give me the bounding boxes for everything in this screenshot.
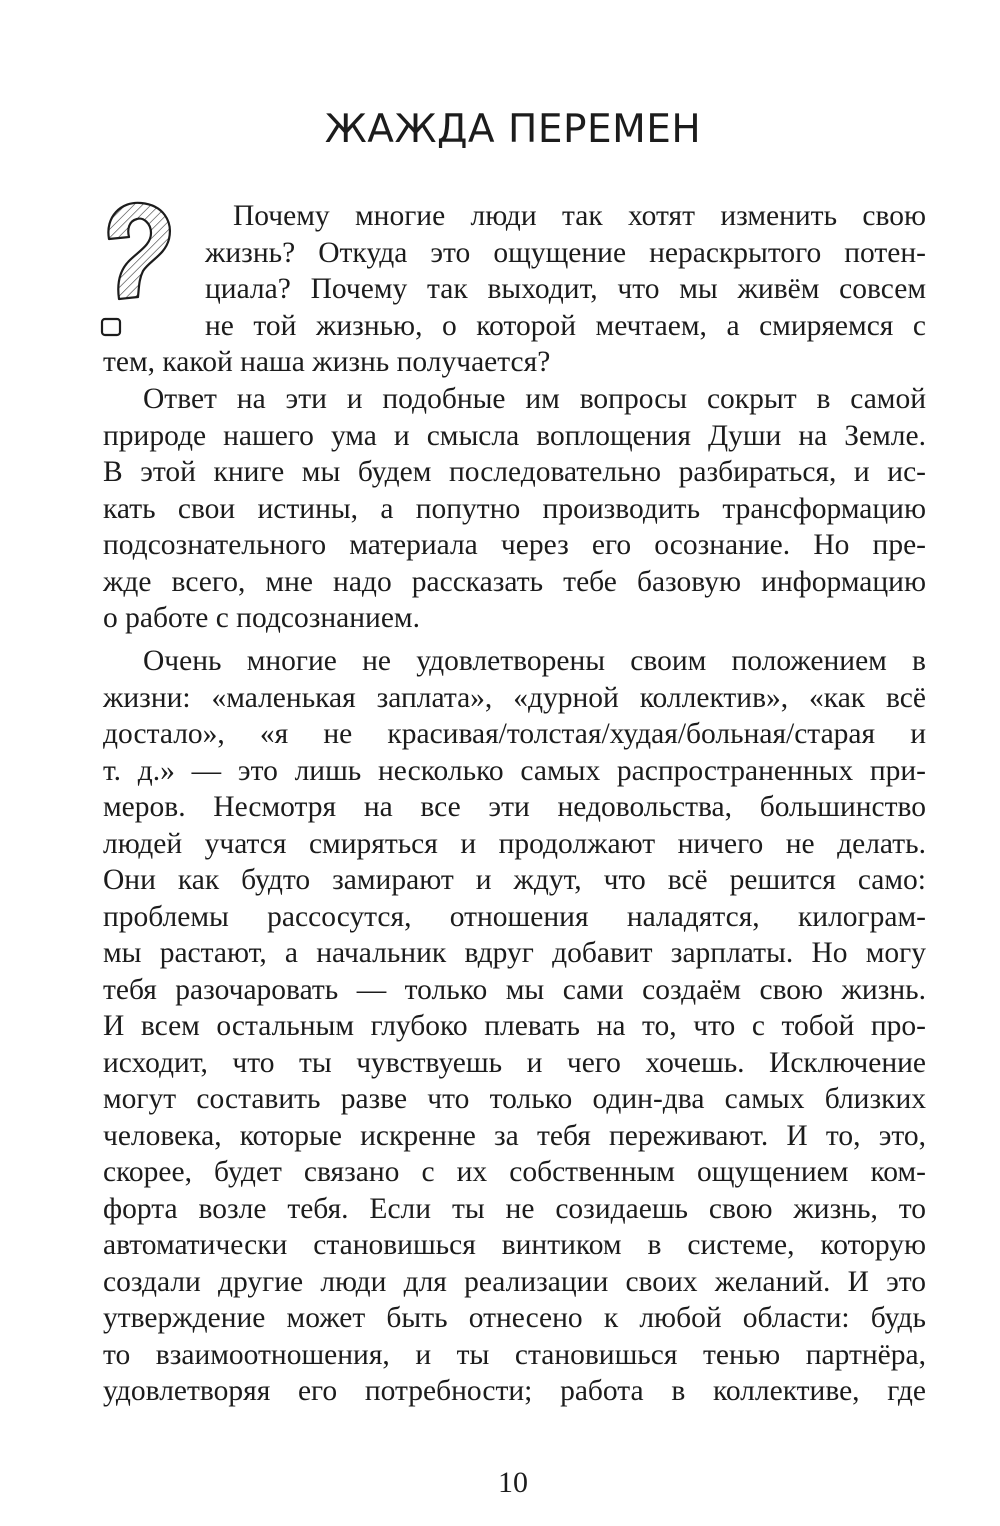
text-line: о работе с подсознанием. xyxy=(103,602,420,634)
text-line: форта возле тебя. Если ты не созидаешь свою жизнь, то xyxy=(103,1192,926,1225)
text-line: жизнь? Откуда это ощущение нераскрытого потен- xyxy=(205,236,926,269)
text-line: исходит, что ты чувствуешь и чего хочешь. Исключение xyxy=(103,1046,926,1079)
text-line: подсознательного материала через его осознание. Но пре- xyxy=(103,529,926,561)
text-line: Они как будто замирают и ждут, что всё решится само: xyxy=(103,864,926,896)
text-line: И всем остальным глубоко плевать на то, что с тобой про- xyxy=(103,1010,926,1042)
paragraph xyxy=(103,643,926,1410)
paragraph xyxy=(103,381,926,637)
text-line: достало», «я не красивая/толстая/худая/больная/старая и xyxy=(103,718,926,750)
text-line: природе нашего ума и смысла воплощения Души на Земле. xyxy=(103,419,926,452)
question-mark-icon xyxy=(97,199,177,347)
text-line: утверждение может быть отнесено к любой области: будь xyxy=(103,1302,926,1334)
text-line: В этой книге мы будем последовательно разбираться, и ис- xyxy=(103,456,926,488)
text-line: человека, которые искренне за тебя переживают. И то, это, xyxy=(103,1119,926,1152)
text-line: не той жизнью, о которой мечтаем, а смиряемся с xyxy=(205,309,926,342)
text-line: удовлетворяя его потребности; работа в коллективе, где xyxy=(103,1375,926,1407)
text-line: Очень многие не удовлетворены своим положением в xyxy=(143,645,926,677)
text-line: кать свои истины, а попутно производить трансформацию xyxy=(103,492,926,525)
text-line: тебя разочаровать — только мы сами создаём свою жизнь. xyxy=(103,973,926,1006)
text-line: т. д.» — это лишь несколько самых распространенных при- xyxy=(103,754,926,787)
text-line: то взаимоотношения, и ты становишься тенью партнёра, xyxy=(103,1338,926,1371)
text-line: создали другие люди для реализации своих желаний. И это xyxy=(103,1265,926,1298)
text-line: меров. Несмотря на все эти недовольства, большинство xyxy=(103,791,926,823)
text-line: проблемы рассосутся, отношения наладятся, килограм- xyxy=(103,900,926,933)
text-line: жде всего, мне надо рассказать тебе базовую информацию xyxy=(103,565,926,598)
text-line: людей учатся смиряться и продолжают ничего не делать. xyxy=(103,827,926,860)
text-line: могут составить разве что только один-два самых близких xyxy=(103,1083,926,1115)
text-line: циала? Почему так выходит, что мы живём совсем xyxy=(205,273,926,305)
chapter-title: ЖАЖДА ПЕРЕМЕН xyxy=(324,107,702,152)
text-line: Ответ на эти и подобные им вопросы сокрыт в самой xyxy=(143,383,926,415)
text-line: Почему многие люди так хотят изменить свою xyxy=(233,200,926,232)
text-line: автоматически становишься винтиком в системе, которую xyxy=(103,1229,926,1261)
page-number: 10 xyxy=(498,1466,528,1499)
text-line: жизни: «маленькая заплата», «дурной коллектив», «как всё xyxy=(103,681,926,714)
text-line: тем, какой наша жизнь получается? xyxy=(103,346,551,378)
text-line: скорее, будет связано с их собственным ощущением ком- xyxy=(103,1156,926,1188)
text-line: мы растают, а начальник вдруг добавит зарплаты. Но могу xyxy=(103,937,926,969)
